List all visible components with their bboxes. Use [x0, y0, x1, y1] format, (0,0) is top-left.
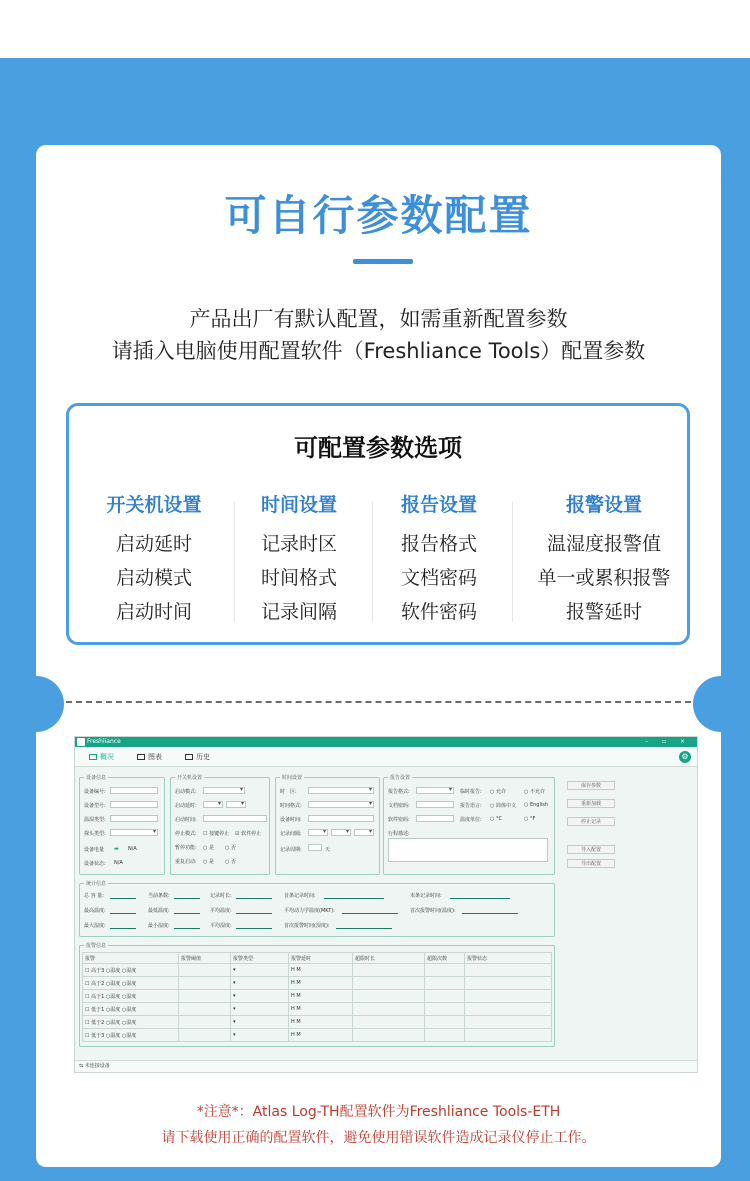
- alarm-group: [79, 945, 555, 1047]
- alarm-type-cell[interactable]: ▾: [231, 977, 289, 990]
- alarm-level-label: 低于2: [91, 1019, 105, 1026]
- over-duration-cell: [353, 964, 425, 977]
- field-label: 时间格式:: [280, 803, 302, 809]
- tab-label: 概况: [100, 753, 114, 761]
- restart-yes-radio[interactable]: ○ 是: [203, 859, 214, 865]
- field-label: 启动模式:: [175, 789, 197, 795]
- field-label: 行程描述:: [388, 831, 410, 837]
- divider: [372, 502, 373, 622]
- threshold-cell[interactable]: [179, 977, 231, 990]
- unit-label: H: [291, 993, 295, 999]
- radio-label: English: [529, 802, 549, 808]
- stat-label: 首次报警时间(湿度):: [284, 923, 330, 929]
- probe-type-select[interactable]: [110, 829, 158, 836]
- app-tab-bar: [75, 747, 697, 767]
- options-column-time: [244, 490, 354, 629]
- radio-label: °F: [529, 816, 536, 822]
- unit-label: H: [291, 1019, 295, 1025]
- options-heading: 开关机设置: [106, 494, 202, 516]
- column-header: 报警延时: [289, 953, 353, 964]
- card-notch-left: [8, 676, 64, 732]
- group-title: 开关机设置: [177, 775, 203, 781]
- options-item: 文档密码: [400, 567, 477, 589]
- group-title: 时间设置: [282, 775, 303, 781]
- note-line-1: *注意*：Atlas Log-TH配置软件为Freshliance Tools-ETH: [196, 1104, 561, 1120]
- status-cell: [465, 964, 552, 977]
- stat-label: 首条记录时间:: [284, 893, 316, 899]
- options-heading: 报告设置: [400, 494, 477, 516]
- column-header: 超限时长: [353, 953, 425, 964]
- radio-label: 是: [208, 859, 214, 865]
- radio-label: 温度: [110, 967, 121, 974]
- alarm-level-cell[interactable]: ☐ 低于3 ○温度 ○湿度: [83, 1029, 179, 1042]
- options-item: 启动延时: [115, 533, 192, 555]
- stat-label: 最大湿度:: [84, 923, 106, 929]
- field-label: 设备编号:: [84, 789, 106, 795]
- alarm-level-cell[interactable]: ☐ 低于2 ○温度 ○湿度: [83, 1016, 179, 1029]
- field-label: 重复启动:: [175, 859, 197, 865]
- group-title: 设备信息: [86, 775, 107, 781]
- status-cell: [465, 1003, 552, 1016]
- device-time-field[interactable]: [308, 815, 374, 822]
- radio-label: 否: [230, 845, 236, 851]
- history-icon: [185, 754, 193, 760]
- allow-radio[interactable]: ○ 允许: [490, 789, 506, 795]
- radio-label: °C: [495, 816, 502, 822]
- options-item: 启动模式: [115, 567, 192, 589]
- radio-label: 湿度: [126, 1032, 137, 1039]
- status-bar: [75, 1060, 697, 1072]
- stat-label: 末条记录时间:: [410, 893, 442, 899]
- field-label: 探头类型:: [84, 831, 106, 837]
- software-password-field[interactable]: [416, 815, 454, 822]
- stat-label: 首次报警时间(温度):: [410, 908, 456, 914]
- radio-label: 湿度: [126, 993, 137, 1000]
- radio-label: 温度: [110, 1019, 121, 1026]
- field-label: 报告格式:: [388, 789, 410, 795]
- status-cell: [465, 990, 552, 1003]
- delay-cell[interactable]: [289, 977, 353, 990]
- tab-overview[interactable]: [89, 752, 114, 762]
- checkbox-label: 软件停止: [241, 831, 262, 837]
- tab-chart[interactable]: [137, 752, 162, 762]
- threshold-cell[interactable]: [179, 1029, 231, 1042]
- stat-label: 平均动力学温度(MKT):: [284, 908, 335, 914]
- usb-icon: ⇆: [79, 1063, 84, 1069]
- stat-label: 最高温度:: [84, 908, 106, 914]
- column-header: 报警类型: [231, 953, 289, 964]
- note-line-2: 请下载使用正确的配置软件，避免使用错误软件造成记录仪停止工作。: [161, 1130, 596, 1146]
- group-title: 报告设置: [390, 775, 411, 781]
- time-format-select[interactable]: [308, 801, 374, 808]
- over-duration-cell: [353, 990, 425, 1003]
- stat-value-line: [324, 898, 384, 899]
- doc-password-field[interactable]: [416, 801, 454, 808]
- options-column-alarm: [524, 490, 684, 629]
- radio-label: 温度: [110, 1032, 121, 1039]
- battery-value: N/A: [128, 846, 137, 852]
- options-item: 温湿度报警值: [546, 533, 661, 555]
- alarm-level-label: 高于2: [91, 980, 105, 987]
- unit-label: H: [291, 1006, 295, 1012]
- field-label: 时 区:: [280, 789, 297, 795]
- pause-no-radio[interactable]: ○ 否: [225, 845, 236, 851]
- stop-by-software-checkbox[interactable]: ☑ 软件停止: [235, 831, 262, 837]
- tab-history[interactable]: [185, 752, 210, 762]
- unit-label: H: [291, 1032, 295, 1038]
- reload-button[interactable]: 重新加载: [567, 799, 615, 808]
- field-label: 报告语言:: [460, 803, 482, 809]
- checkbox-label: 按键停止: [209, 831, 230, 837]
- alarm-level-label: 低于1: [91, 1006, 105, 1013]
- radio-label: 简体中文: [495, 803, 516, 809]
- delay-cell[interactable]: [289, 1016, 353, 1029]
- stat-value-line: [174, 913, 200, 914]
- delay-cell[interactable]: [289, 1029, 353, 1042]
- lang-cn-radio[interactable]: ○ 简体中文: [490, 803, 516, 809]
- import-config-button[interactable]: 导入配置: [567, 845, 615, 854]
- stat-value-line: [236, 898, 272, 899]
- options-title: 可配置参数选项: [294, 434, 462, 462]
- gear-icon[interactable]: ⚙: [679, 751, 691, 763]
- alarm-level-label: 低于3: [91, 1032, 105, 1039]
- alarm-level-label: 高于3: [91, 967, 105, 974]
- table-row: [83, 977, 552, 990]
- stat-value-line: [174, 898, 200, 899]
- start-delay-select[interactable]: [203, 801, 223, 808]
- app-title-bar: [75, 737, 697, 747]
- stat-label: 当前条数:: [148, 893, 170, 899]
- options-column-report: [384, 490, 494, 629]
- radio-label: 温度: [110, 980, 121, 987]
- options-item: 单一或累积报警: [537, 567, 671, 589]
- restart-no-radio[interactable]: ○ 否: [225, 859, 236, 865]
- over-duration-cell: [353, 1003, 425, 1016]
- delay-cell[interactable]: [289, 990, 353, 1003]
- unit-label: M: [296, 980, 301, 986]
- delay-cell[interactable]: [289, 1003, 353, 1016]
- unit-label: M: [296, 1006, 301, 1012]
- radio-label: 允许: [495, 789, 506, 795]
- stat-value-line: [110, 928, 136, 929]
- alarm-type-cell[interactable]: ▾: [231, 1016, 289, 1029]
- options-item: 时间格式: [260, 567, 337, 589]
- alarm-type-cell[interactable]: ▾: [231, 990, 289, 1003]
- intro-line-1: 产品出厂有默认配置，如需重新配置参数: [189, 307, 568, 331]
- table-row: [83, 964, 552, 977]
- options-heading: 时间设置: [260, 494, 337, 516]
- radio-label: 湿度: [126, 1006, 137, 1013]
- interval-extra-select[interactable]: [354, 829, 374, 836]
- tab-label: 历史: [196, 753, 210, 761]
- table-row: [83, 1016, 552, 1029]
- alarm-table: [82, 952, 552, 1042]
- threshold-cell[interactable]: [179, 964, 231, 977]
- stat-value-line: [174, 928, 200, 929]
- options-item: 软件密码: [400, 601, 477, 623]
- disallow-radio[interactable]: ○ 不允许: [524, 789, 545, 795]
- field-label: 记录周期:: [280, 847, 302, 853]
- stat-label: 最低温度:: [148, 908, 170, 914]
- threshold-cell[interactable]: [179, 990, 231, 1003]
- over-duration-cell: [353, 977, 425, 990]
- column-header: 超限次数: [425, 953, 465, 964]
- chart-icon: [137, 754, 145, 760]
- save-params-button[interactable]: 保存参数: [567, 781, 615, 790]
- over-count-cell: [425, 964, 465, 977]
- stat-label: 平均湿度:: [210, 923, 232, 929]
- radio-label: 湿度: [126, 980, 137, 987]
- radio-label: 温度: [110, 1006, 121, 1013]
- device-id-field: [110, 787, 158, 794]
- alarm-level-cell[interactable]: ☐ 高于3 ○温度 ○湿度: [83, 964, 179, 977]
- unit-label: H: [291, 980, 295, 986]
- alarm-level-cell[interactable]: ☐ 高于1 ○温度 ○湿度: [83, 990, 179, 1003]
- radio-label: 湿度: [126, 967, 137, 974]
- pause-yes-radio[interactable]: ○ 是: [203, 845, 214, 851]
- interval-select[interactable]: [308, 829, 328, 836]
- field-label: 设备状态:: [84, 861, 106, 867]
- column-header: 报警阈值: [179, 953, 231, 964]
- record-period-field[interactable]: [308, 844, 322, 851]
- status-cell: [465, 977, 552, 990]
- stat-value-line: [450, 898, 510, 899]
- power-settings-group: [170, 777, 270, 875]
- field-label: 文档密码:: [388, 803, 410, 809]
- field-label: 温度单位:: [460, 817, 482, 823]
- window-controls[interactable]: – ▫ ×: [645, 738, 691, 745]
- options-column-power: [89, 490, 219, 629]
- alarm-level-label: 高于1: [91, 993, 105, 1000]
- unit-label: M: [296, 1032, 301, 1038]
- tab-label: 图表: [148, 753, 162, 761]
- device-model-field: [110, 801, 158, 808]
- alarm-type-cell[interactable]: ▾: [231, 1003, 289, 1016]
- over-count-cell: [425, 990, 465, 1003]
- app-window-title: Freshliance: [87, 738, 121, 745]
- status-text: 未连接设备: [84, 1063, 110, 1069]
- field-label: 启动时间:: [175, 817, 197, 823]
- timezone-select[interactable]: [308, 787, 374, 794]
- field-label: 设备时间:: [280, 817, 302, 823]
- title-underline: [353, 259, 413, 264]
- alarm-type-cell[interactable]: ▾: [231, 1029, 289, 1042]
- field-label: 软件密码:: [388, 817, 410, 823]
- start-mode-select[interactable]: [203, 787, 245, 794]
- overview-icon: [89, 754, 97, 760]
- threshold-cell[interactable]: [179, 1003, 231, 1016]
- over-duration-cell: [353, 1016, 425, 1029]
- stat-value-line: [336, 928, 392, 929]
- device-info-group: [79, 777, 165, 875]
- options-item: 报警延时: [565, 601, 642, 623]
- over-count-cell: [425, 1029, 465, 1042]
- table-row: [83, 1003, 552, 1016]
- time-settings-group: [275, 777, 380, 875]
- field-label: 设备型号:: [84, 803, 106, 809]
- start-time-field[interactable]: [203, 815, 267, 822]
- field-label: 温湿类型:: [84, 817, 106, 823]
- status-cell: [465, 1016, 552, 1029]
- report-settings-group: [383, 777, 555, 875]
- app-logo-icon: [77, 738, 85, 746]
- unit-label: H: [291, 967, 295, 973]
- alarm-level-cell[interactable]: ☐ 低于1 ○温度 ○湿度: [83, 1003, 179, 1016]
- table-row: [83, 990, 552, 1003]
- stat-value-line: [236, 913, 272, 914]
- stat-value-line: [236, 928, 272, 929]
- divider: [234, 502, 235, 622]
- radio-label: 温度: [110, 993, 121, 1000]
- stat-value-line: [342, 913, 398, 914]
- dashed-divider: [66, 701, 691, 703]
- field-label: 记录间隔:: [280, 831, 302, 837]
- over-count-cell: [425, 1016, 465, 1029]
- threshold-cell[interactable]: [179, 1016, 231, 1029]
- top-strip: [0, 0, 750, 58]
- card-notch-right: [693, 676, 749, 732]
- stat-value-line: [462, 913, 518, 914]
- celsius-radio[interactable]: ○ °C: [490, 816, 502, 822]
- options-item: 记录时区: [260, 533, 337, 555]
- app-window: [74, 736, 698, 1073]
- divider: [512, 502, 513, 622]
- export-config-button[interactable]: 导出配置: [567, 859, 615, 868]
- stat-label: 总 容 量:: [84, 893, 104, 899]
- delay-cell[interactable]: [289, 964, 353, 977]
- field-label: 临时报告:: [460, 789, 482, 795]
- interval-unit-select[interactable]: [331, 829, 351, 836]
- alarm-level-cell[interactable]: ☐ 高于2 ○温度 ○湿度: [83, 977, 179, 990]
- group-title: 统计信息: [86, 881, 107, 887]
- over-count-cell: [425, 977, 465, 990]
- stat-value-line: [110, 898, 136, 899]
- stat-value-line: [110, 913, 136, 914]
- field-label: 启动延时:: [175, 803, 197, 809]
- radio-label: 湿度: [126, 1019, 137, 1026]
- stop-record-button[interactable]: 停止记录: [567, 817, 615, 826]
- start-delay-unit-select[interactable]: [226, 801, 246, 808]
- options-heading: 报警设置: [565, 494, 642, 516]
- fahrenheit-radio[interactable]: ○ °F: [524, 816, 536, 822]
- stat-label: 最小湿度:: [148, 923, 170, 929]
- unit-label: 天: [325, 847, 331, 853]
- intro-line-2: 请插入电脑使用配置软件（Freshliance Tools）配置参数: [111, 339, 646, 363]
- over-duration-cell: [353, 1029, 425, 1042]
- lang-en-radio[interactable]: ○ English: [524, 802, 549, 808]
- sensor-type-field: [110, 815, 158, 822]
- unit-label: M: [296, 1019, 301, 1025]
- field-label: 设备电量: [84, 847, 105, 853]
- column-header: 报警状态: [465, 953, 552, 964]
- column-header: 报警: [83, 953, 179, 964]
- page-title: 可自行参数配置: [224, 191, 533, 240]
- options-item: 报告格式: [400, 533, 477, 555]
- device-state-value: N/A: [114, 860, 123, 866]
- over-count-cell: [425, 1003, 465, 1016]
- radio-label: 否: [230, 859, 236, 865]
- options-item: 启动时间: [115, 601, 192, 623]
- group-title: 报警信息: [86, 943, 107, 949]
- table-row: [83, 1029, 552, 1042]
- radio-label: 不允许: [529, 789, 545, 795]
- report-format-select[interactable]: [416, 787, 454, 794]
- status-cell: [465, 1029, 552, 1042]
- options-panel: [66, 403, 690, 645]
- trip-description-textarea[interactable]: [388, 838, 548, 862]
- table-header-row: [83, 953, 552, 964]
- unit-label: M: [296, 993, 301, 999]
- battery-icon: ▬: [114, 846, 119, 852]
- stat-label: 记录时长:: [210, 893, 232, 899]
- radio-label: 是: [208, 845, 214, 851]
- field-label: 停止模式:: [175, 831, 197, 837]
- stat-label: 平均温度:: [210, 908, 232, 914]
- stop-by-button-checkbox[interactable]: ☐ 按键停止: [203, 831, 230, 837]
- statistics-group: [79, 883, 555, 937]
- options-item: 记录间隔: [260, 601, 337, 623]
- field-label: 暂停功能:: [175, 845, 197, 851]
- alarm-type-cell[interactable]: ▾: [231, 964, 289, 977]
- content-card: [36, 145, 721, 1167]
- unit-label: M: [296, 967, 301, 973]
